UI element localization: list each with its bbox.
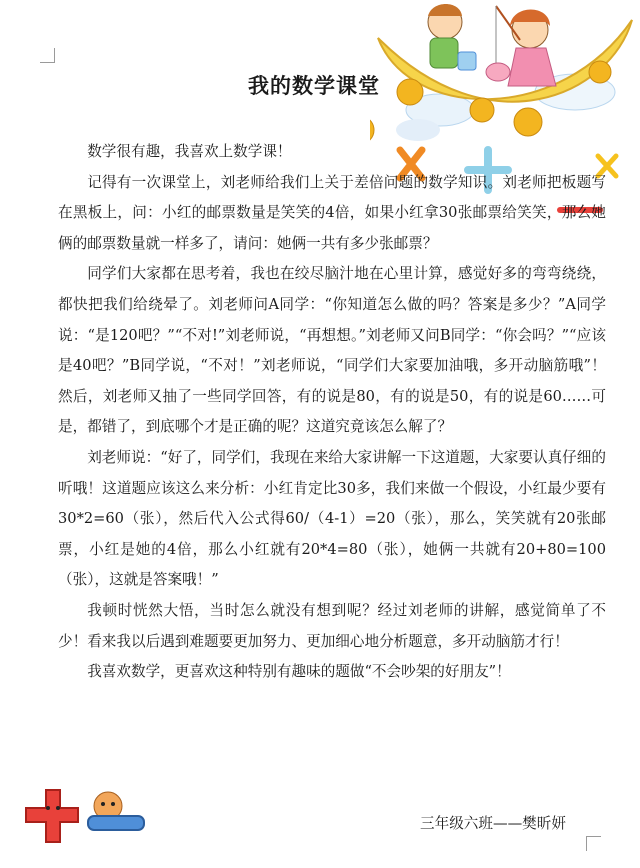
paragraph-6: 我喜欢数学，更喜欢这种特别有趣味的题做“不会吵架的好朋友”！ — [87, 663, 511, 681]
paragraph-3: 同学们大家都在思考着，我也在绞尽脑汁地在心里计算，感觉好多的弯弯绕绕，都快把我们给绕晕了。刘老师问A同学：“你知道怎么做的吗？答案是多少？”A同学说：“是120吧？”“不对!”刘老师说，“再想想。”刘老师又问B同学：“你会吗？”“应该是40吧？”B同学说，“不对！”刘老师说，“同学们大家要加油哦，多开动脑筋哦”！然后，刘老师又抽了一些同学回答，有的说是80，有的说是50，有的说是60……可是，都错了，到底哪个才是正确的呢？这道究竟该怎么解了？ — [58, 265, 606, 436]
article-body — [58, 137, 606, 688]
paragraph-4: 刘老师说：“好了，同学们，我现在来给大家讲解一下这道题，大家要认真仔细的听哦！这道题应该这么来分析：小红肯定比30多，我们来做一个假设，小红最少要有30*2=60（张），然后代入公式得60/（4-1）=20（张），那么，笑笑就有20张邮票，小红是她的4倍，那么小红就有20*4=80（张），她俩一共就有20+80=100（张），这就是答案哦！” — [58, 448, 606, 589]
plus-minus-illustration — [18, 784, 158, 854]
paragraph-2: 记得有一次课堂上，刘老师给我们上关于差倍问题的数学知识。刘老师把板题写在黑板上，问：小红的邮票数量是笑笑的4倍，如果小红拿30张邮票给笑笑，那么她俩的邮票数量就一样多了，请问：她俩一共有多少张邮票？ — [58, 173, 606, 252]
paragraph-1: 数学很有趣，我喜欢上数学课！ — [87, 143, 292, 160]
paragraph-5: 我顿时恍然大悟，当时怎么就没有想到呢？经过刘老师的讲解，感觉简单了不少！看来我以后遇到难题要更加努力、更加细心地分析题意，多开动脑筋才行！ — [58, 601, 606, 650]
crop-mark-bottom-right — [586, 836, 601, 851]
crop-mark-top-left — [40, 48, 55, 63]
document-title: 我的数学课堂 — [248, 73, 380, 98]
author-signature: 三年级六班——樊昕妍 — [420, 815, 566, 832]
